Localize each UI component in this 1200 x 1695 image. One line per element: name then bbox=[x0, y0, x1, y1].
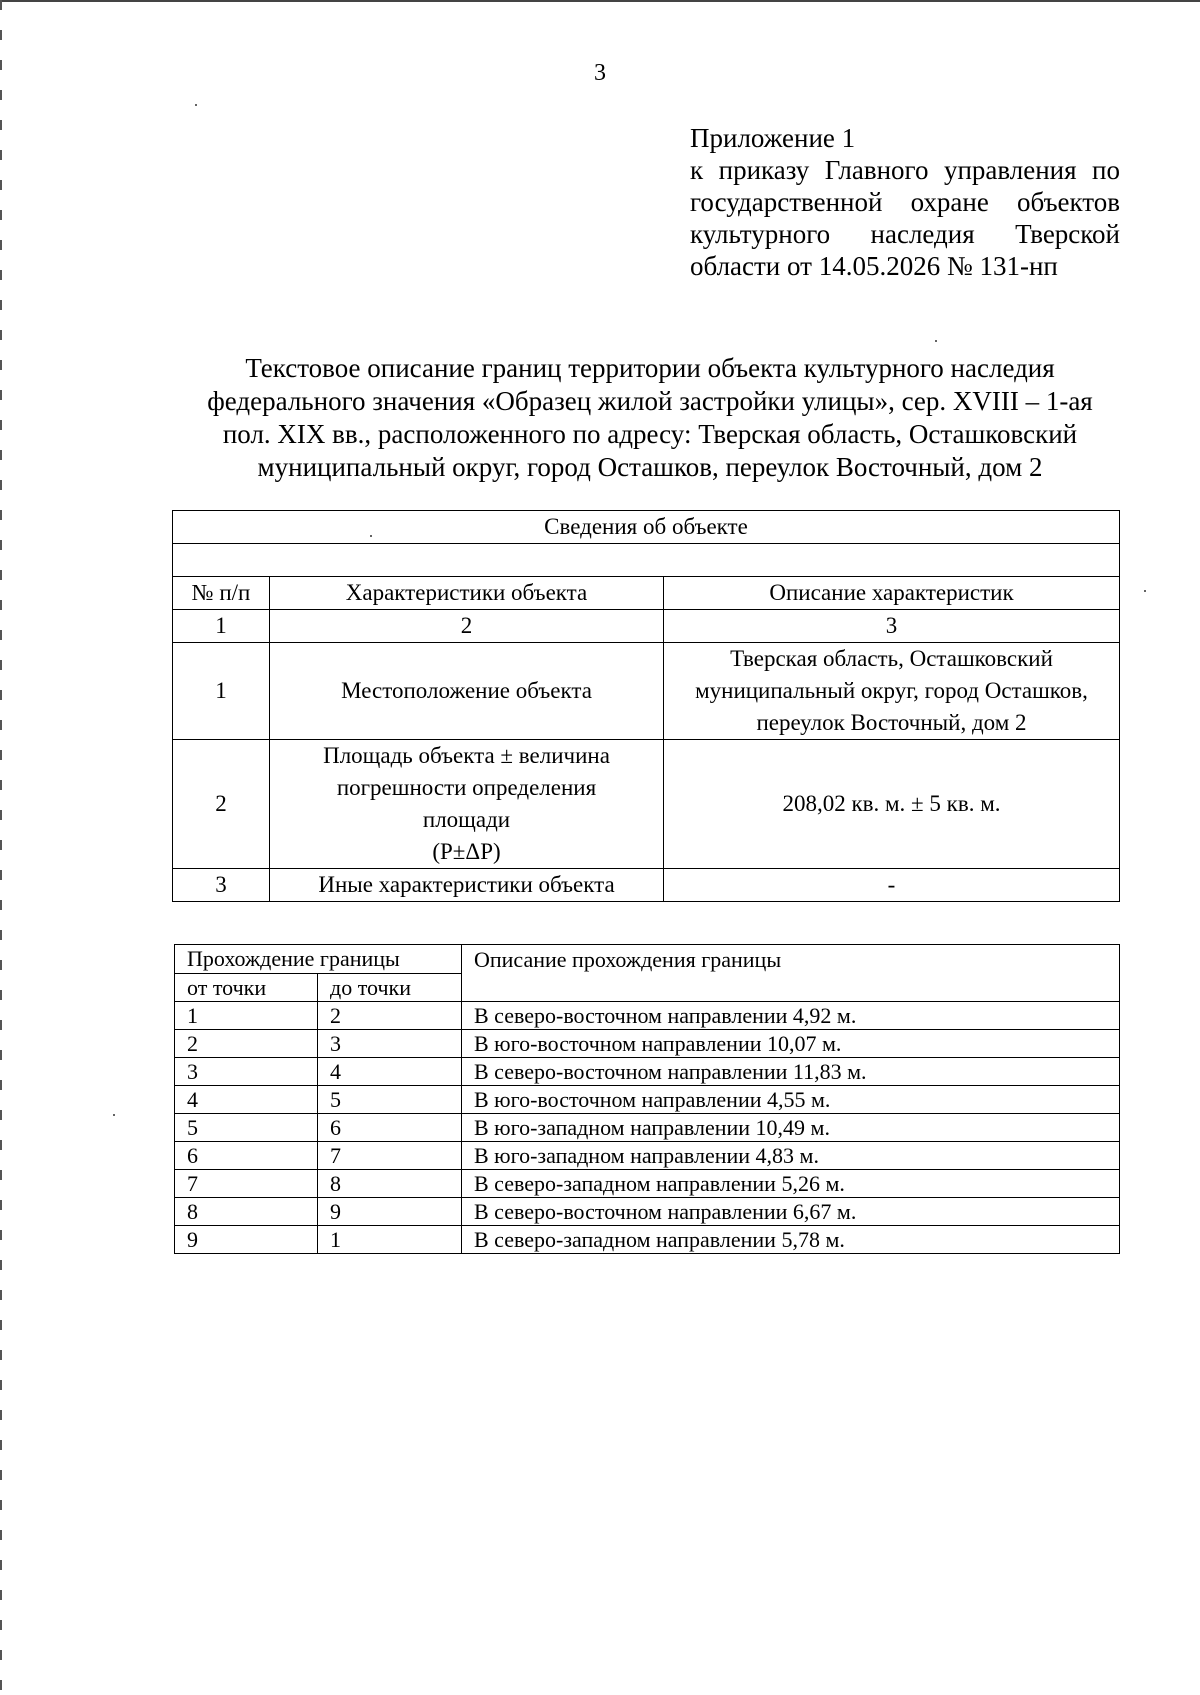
row-description: - bbox=[664, 869, 1120, 902]
column-header: Характеристики объекта bbox=[270, 577, 664, 610]
to-point-header: до точки bbox=[318, 974, 462, 1002]
row-number: 2 bbox=[173, 740, 270, 869]
boundary-description: В северо-восточном направлении 6,67 м. bbox=[462, 1198, 1120, 1226]
from-point: 2 bbox=[175, 1030, 318, 1058]
scan-speck bbox=[370, 535, 372, 537]
appendix-header bbox=[690, 122, 1120, 282]
column-number: 2 bbox=[270, 610, 664, 643]
column-header: № п/п bbox=[173, 577, 270, 610]
to-point: 9 bbox=[318, 1198, 462, 1226]
to-point: 1 bbox=[318, 1226, 462, 1254]
row-description: 208,02 кв. м. ± 5 кв. м. bbox=[664, 740, 1120, 869]
scan-speck bbox=[935, 340, 937, 342]
row-characteristic: Иные характеристики объекта bbox=[270, 869, 664, 902]
title-line: пол. XIX вв., расположенного по адресу: Тверская область, Осташковский bbox=[222, 419, 1078, 449]
object-info-table bbox=[172, 510, 1120, 902]
column-number-row bbox=[173, 610, 1120, 643]
row-number: 1 bbox=[173, 643, 270, 740]
to-point: 2 bbox=[318, 1002, 462, 1030]
page-top-edge bbox=[0, 0, 1200, 2]
page-number: 3 bbox=[594, 60, 606, 86]
boundary-description-header: Описание прохождения границы bbox=[462, 945, 1120, 1002]
table-row bbox=[175, 1002, 1120, 1030]
description-line: переулок Восточный, дом 2 bbox=[756, 710, 1027, 735]
appendix-line: области от 14.05.2026 № 131-нп bbox=[690, 251, 1058, 281]
description-line: муниципальный округ, город Осташков, bbox=[695, 678, 1088, 703]
to-point: 6 bbox=[318, 1114, 462, 1142]
table-row bbox=[175, 1086, 1120, 1114]
from-point: 7 bbox=[175, 1170, 318, 1198]
table-row bbox=[175, 1142, 1120, 1170]
from-point: 1 bbox=[175, 1002, 318, 1030]
table-caption-row bbox=[173, 511, 1120, 544]
row-number: 3 bbox=[173, 869, 270, 902]
column-header: Описание характеристик bbox=[664, 577, 1120, 610]
table-row bbox=[173, 643, 1120, 740]
from-point: 8 bbox=[175, 1198, 318, 1226]
table-header-row bbox=[175, 945, 1120, 974]
from-point: 4 bbox=[175, 1086, 318, 1114]
to-point: 3 bbox=[318, 1030, 462, 1058]
characteristic-line: (P±ΔP) bbox=[432, 839, 501, 864]
table-row bbox=[173, 869, 1120, 902]
column-number: 3 bbox=[664, 610, 1120, 643]
scan-speck bbox=[1144, 590, 1146, 592]
table-row bbox=[175, 1058, 1120, 1086]
row-description bbox=[664, 643, 1120, 740]
characteristic-line: погрешности определения bbox=[336, 775, 597, 800]
boundary-description: В северо-западном направлении 5,26 м. bbox=[462, 1170, 1120, 1198]
table-spacer-row bbox=[173, 544, 1120, 577]
document-title bbox=[170, 352, 1130, 484]
appendix-line: культурного наследия Тверской bbox=[690, 219, 1120, 249]
boundary-description: В северо-восточном направлении 4,92 м. bbox=[462, 1002, 1120, 1030]
page-left-edge bbox=[0, 0, 2, 1695]
row-characteristic bbox=[270, 740, 664, 869]
to-point: 8 bbox=[318, 1170, 462, 1198]
boundary-description: В юго-западном направлении 4,83 м. bbox=[462, 1142, 1120, 1170]
title-line: муниципальный округ, город Осташков, переулок Восточный, дом 2 bbox=[257, 452, 1043, 482]
table-caption: Сведения об объекте bbox=[173, 511, 1120, 544]
table-row bbox=[175, 1030, 1120, 1058]
row-characteristic: Местоположение объекта bbox=[270, 643, 664, 740]
table-spacer-cell bbox=[173, 544, 1120, 577]
from-point: 6 bbox=[175, 1142, 318, 1170]
from-point: 3 bbox=[175, 1058, 318, 1086]
appendix-line: государственной охране объектов bbox=[690, 187, 1120, 217]
table-row bbox=[173, 740, 1120, 869]
boundary-group-header: Прохождение границы bbox=[175, 945, 462, 974]
to-point: 7 bbox=[318, 1142, 462, 1170]
boundary-description: В юго-восточном направлении 10,07 м. bbox=[462, 1030, 1120, 1058]
from-point-header: от точки bbox=[175, 974, 318, 1002]
to-point: 5 bbox=[318, 1086, 462, 1114]
table-row bbox=[175, 1198, 1120, 1226]
from-point: 9 bbox=[175, 1226, 318, 1254]
to-point: 4 bbox=[318, 1058, 462, 1086]
boundary-description: В северо-восточном направлении 11,83 м. bbox=[462, 1058, 1120, 1086]
description-line: Тверская область, Осташковский bbox=[730, 646, 1053, 671]
scan-speck bbox=[113, 1114, 115, 1116]
boundary-description: В юго-западном направлении 10,49 м. bbox=[462, 1114, 1120, 1142]
table-header-row bbox=[173, 577, 1120, 610]
title-line: федерального значения «Образец жилой застройки улицы», сер. XVIII – 1-ая bbox=[207, 386, 1093, 416]
scan-speck bbox=[195, 104, 197, 106]
from-point: 5 bbox=[175, 1114, 318, 1142]
table-row bbox=[175, 1226, 1120, 1254]
table-row bbox=[175, 1170, 1120, 1198]
appendix-line: Приложение 1 bbox=[690, 123, 856, 153]
boundary-description: В юго-восточном направлении 4,55 м. bbox=[462, 1086, 1120, 1114]
characteristic-line: площади bbox=[422, 807, 511, 832]
boundary-table bbox=[174, 944, 1120, 1254]
appendix-line: к приказу Главного управления по bbox=[690, 155, 1120, 185]
boundary-description: В северо-западном направлении 5,78 м. bbox=[462, 1226, 1120, 1254]
title-line: Текстовое описание границ территории объекта культурного наследия bbox=[245, 353, 1055, 383]
table-row bbox=[175, 1114, 1120, 1142]
characteristic-line: Площадь объекта ± величина bbox=[323, 743, 610, 768]
column-number: 1 bbox=[173, 610, 270, 643]
